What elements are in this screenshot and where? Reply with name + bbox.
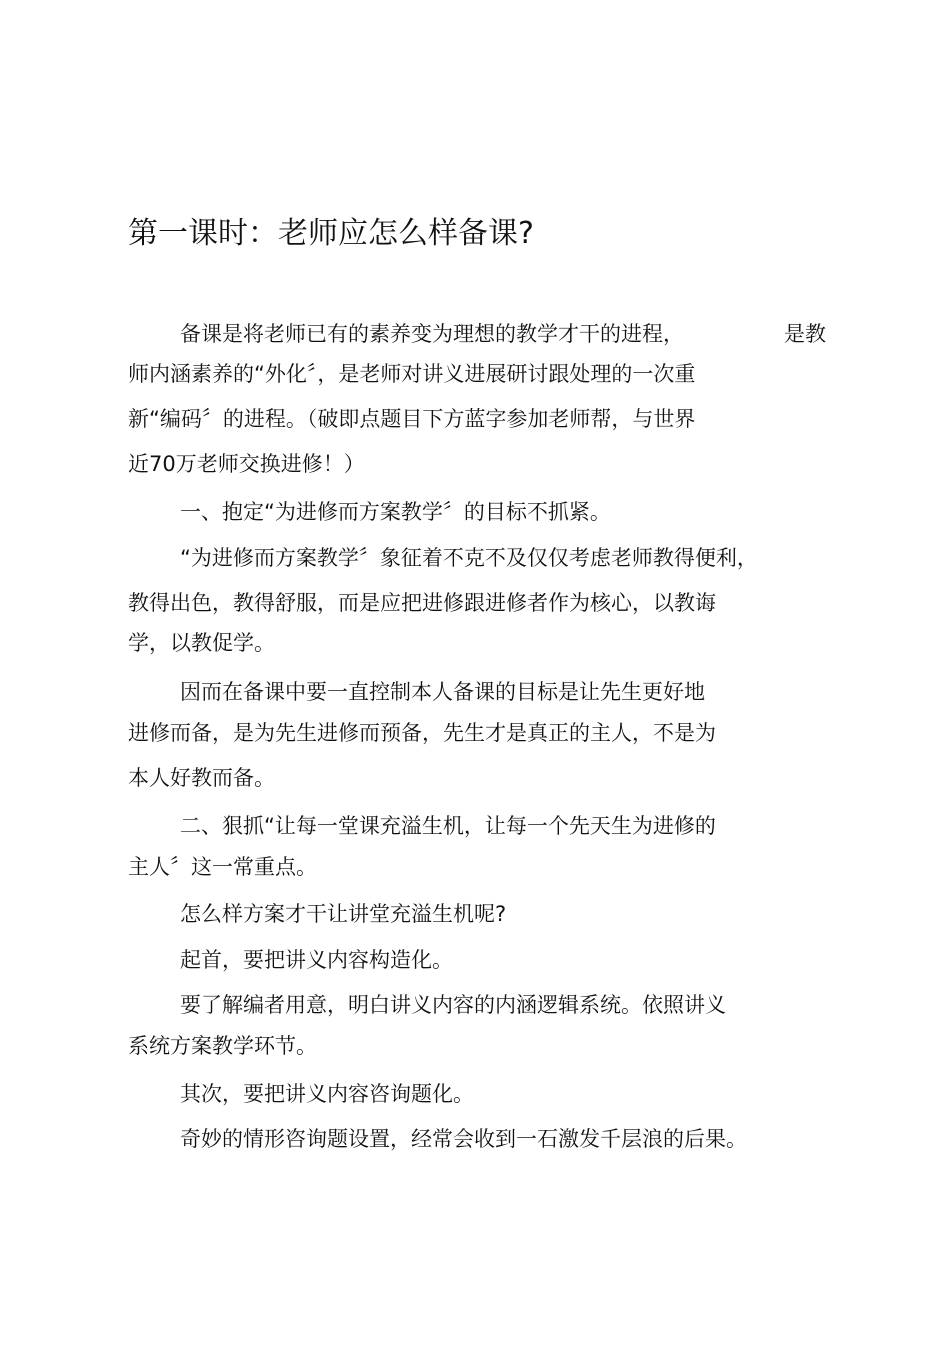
paragraph-line: 近70万老师交换进修！） (128, 452, 365, 476)
paragraph-line: 奇妙的情形咨询题设置，经常会收到一石激发千层浪的后果。 (180, 1127, 747, 1151)
paragraph-line: 进修而备，是为先生进修而预备，先生才是真正的主人，不是为 (128, 721, 716, 745)
paragraph-line: “为进修而方案教学〞象征着不克不及仅仅考虑老师教得便利， (180, 546, 758, 570)
section-heading: 二、狠抓“让每一堂课充溢生机，让每一个先天生为进修的 (180, 814, 716, 838)
paragraph-line: 其次，要把讲义内容咨询题化。 (180, 1082, 474, 1106)
paragraph-line: 起首，要把讲义内容构造化。 (180, 948, 453, 972)
paragraph-line: 怎么样方案才干让讲堂充溢生机呢? (180, 902, 507, 926)
paragraph-line: 本人好教而备。 (128, 766, 275, 790)
paragraph-line: 学，以教促学。 (128, 631, 275, 655)
paragraph-line: 教得出色，教得舒服，而是应把进修跟进修者作为核心，以教诲 (128, 591, 716, 615)
section-heading: 一、抱定“为进修而方案教学〞的目标不抓紧。 (180, 500, 611, 524)
paragraph-line: 是教 (784, 322, 826, 346)
paragraph-line: 要了解编者用意，明白讲义内容的内涵逻辑系统。依照讲义 (180, 993, 726, 1017)
paragraph-line: 因而在备课中要一直控制本人备课的目标是让先生更好地 (180, 680, 705, 704)
paragraph-line: 新“编码〞的进程。（破即点题目下方蓝字参加老师帮，与世界 (128, 407, 696, 431)
paragraph-line: 系统方案教学环节。 (128, 1034, 317, 1058)
document-title: 第一课时：老师应怎么样备课? (128, 216, 534, 251)
paragraph-line: 师内涵素养的“外化〞，是老师对讲义进展研讨跟处理的一次重 (128, 362, 696, 386)
paragraph-line: 备课是将老师已有的素养变为理想的教学才干的进程， (180, 322, 684, 346)
section-heading: 主人〞这一常重点。 (128, 855, 317, 879)
